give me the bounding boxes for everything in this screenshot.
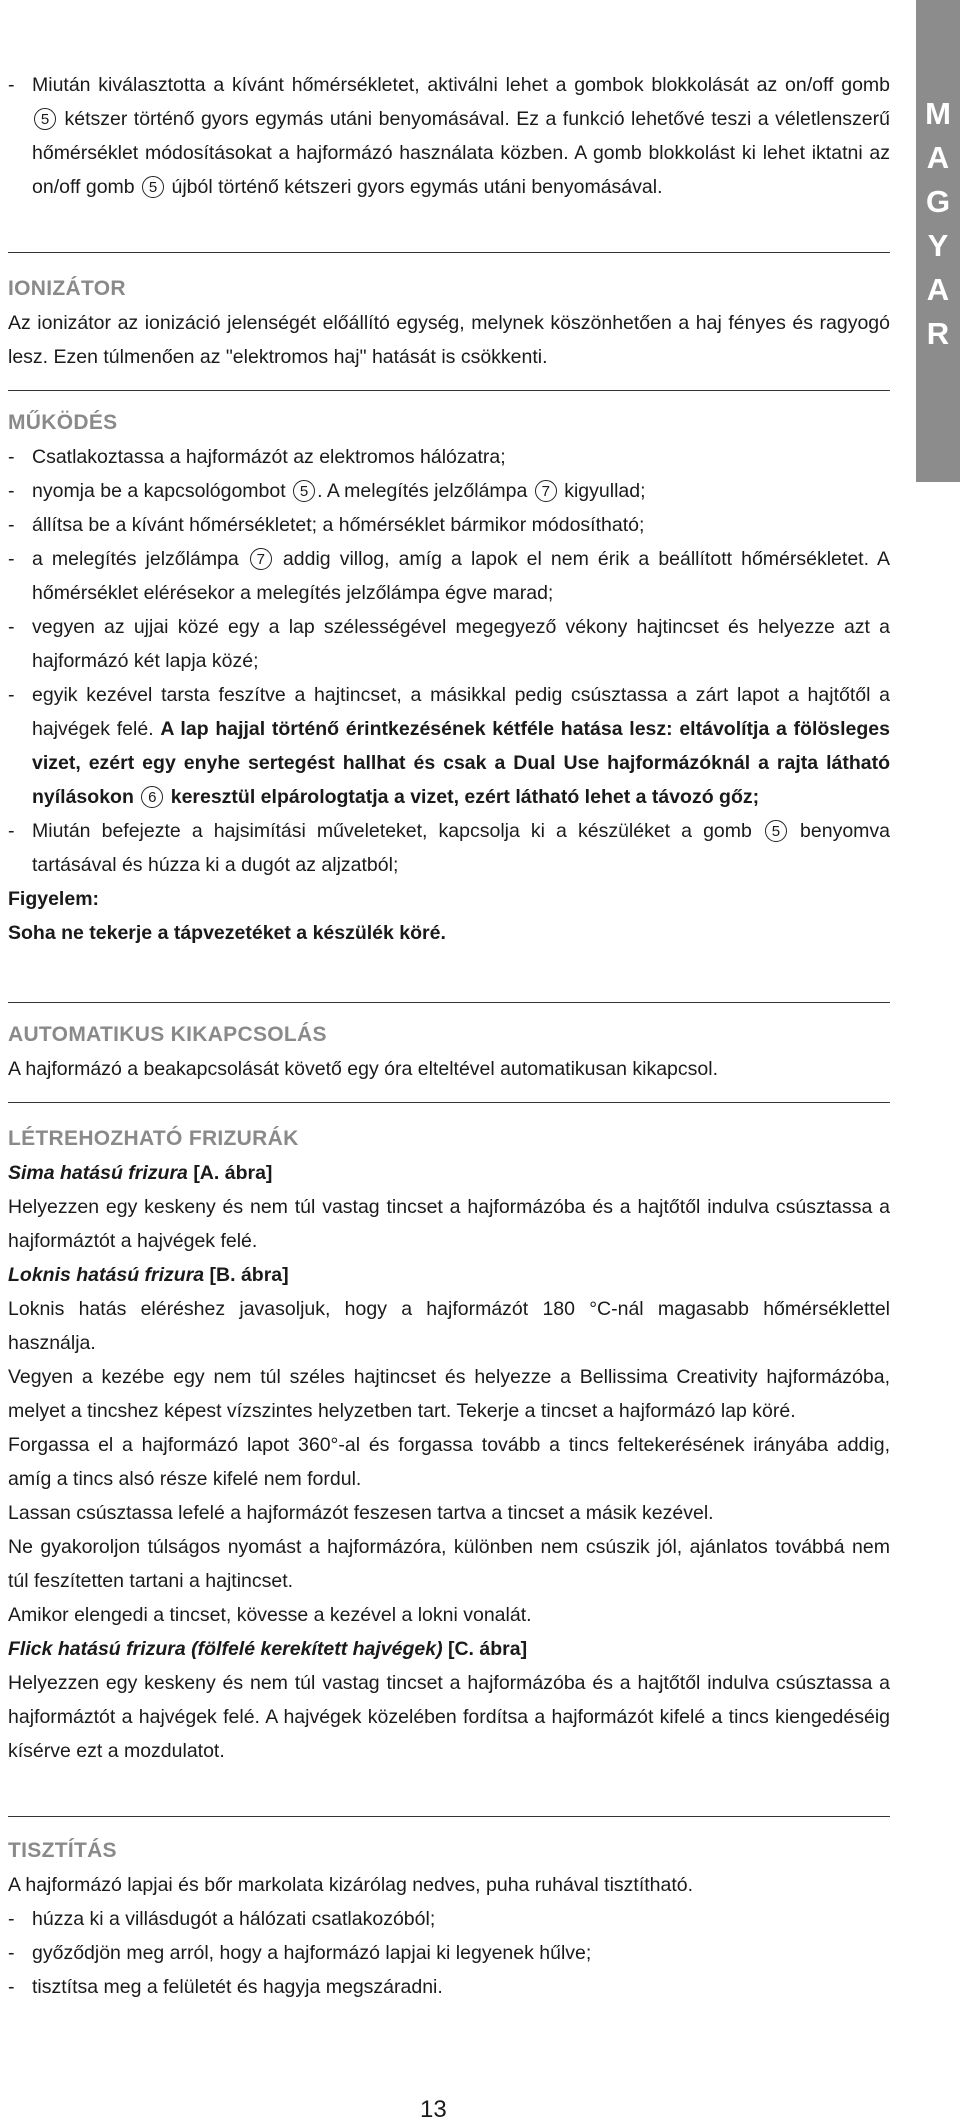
subheading-title: Loknis hatású frizura xyxy=(8,1264,205,1286)
intro-text: Miután kiválasztotta a kívánt hőmérsékletet, aktiválni lehet a gombok blokkolását az on/off gomb xyxy=(32,74,890,96)
section-text: Az ionizátor az ionizáció jelenségét előállító egység, melynek köszönhetően a haj fényes és ragyogó lesz. Ezen túlmenően az "elektromos haj" hatását is csökkenti. xyxy=(8,312,890,368)
bullet-dash: - xyxy=(8,446,15,468)
section-text: Helyezzen egy keskeny és nem túl vastag tincset a hajformázóba és a hajtőtől indulva csúsztassa a hajformáztót a hajvégek felé. A hajvégek közelében fordítsa a hajformázót kifelé a tincs kiengedéséig kísérve ezt a mozdulatot. xyxy=(8,1672,890,1762)
bullet-dash: - xyxy=(8,74,15,96)
section-heading: LÉTREHOZHATÓ FRIZURÁK xyxy=(8,1127,299,1150)
list-item xyxy=(8,1902,890,1936)
warning-text: Soha ne tekerje a tápvezetéket a készülék köré. xyxy=(8,922,446,944)
lamp-ref-badge: 7 xyxy=(250,548,272,570)
openings-ref-badge: 6 xyxy=(141,786,163,808)
tab-letter: G xyxy=(925,184,951,219)
subheading-title: Flick hatású frizura (fölfelé kerekített hajvégek) xyxy=(8,1638,443,1660)
list-item xyxy=(8,542,890,610)
bullet-dash: - xyxy=(8,514,15,536)
list-item-text: vegyen az ujjai közé egy a lap szélességével megegyező vékony hajtincset és helyezze azt a hajformázó két lapja közé; xyxy=(32,616,890,672)
list-item xyxy=(8,508,890,542)
list-item-bold-text: A lap hajjal történő érintkezésének kétféle hatása lesz: eltávolítja a fölösleges vizet, ezért egy enyhe sertegést hallhat és csak a Dual Use hajformázóknál a rajta látható nyílásokon xyxy=(32,718,890,808)
figure-ref: [C. ábra] xyxy=(447,1638,528,1660)
list-item-text: győződjön meg arról, hogy a hajformázó lapjai ki legyenek hűlve; xyxy=(32,1942,592,1964)
section-heading: AUTOMATIKUS KIKAPCSOLÁS xyxy=(8,1023,327,1046)
subheading-b xyxy=(8,1258,890,1292)
tab-letter: Y xyxy=(927,228,949,263)
list-item xyxy=(8,474,890,508)
section-text: Amikor elengedi a tincset, kövesse a kezével a lokni vonalát. xyxy=(8,1604,532,1626)
section-divider xyxy=(8,1816,890,1817)
list-item-text: húzza ki a villásdugót a hálózati csatlakozóból; xyxy=(32,1908,436,1930)
section-text: A hajformázó a beakapcsolását követő egy óra elteltével automatikusan kikapcsol. xyxy=(8,1058,718,1080)
list-item xyxy=(8,610,890,678)
intro-list-item xyxy=(8,68,890,204)
mukodes-section xyxy=(8,406,890,950)
figure-ref: [B. ábra] xyxy=(209,1264,289,1286)
intro-text: kétszer történő gyors egymás utáni benyomásával. Ez a funkció lehetővé teszi a véletlenszerű hőmérséklet módosításokat a hajformázó használata közben. A gomb blokkolást ki lehet iktatni az on/off gomb xyxy=(32,108,890,198)
bullet-dash: - xyxy=(8,1908,15,1930)
section-text: Ne gyakoroljon túlságos nyomást a hajformázóra, különben nem csúszik jól, ajánlatos továbbá nem túl feszítetten tartani a hajtincset. xyxy=(8,1536,890,1592)
page-number: 13 xyxy=(420,2096,447,2123)
section-text: Loknis hatás eléréshez javasoljuk, hogy a hajformázót 180 °C-nál magasabb hőmérséklettel használja. xyxy=(8,1298,890,1354)
list-item-text: addig villog, amíg a lapok el nem érik a beállított hőmérsékletet. A hőmérséklet elérésekor a melegítés jelzőlámpa égve marad; xyxy=(32,548,891,604)
bullet-dash: - xyxy=(8,548,15,570)
list-item-bold-text: keresztül elpárologtatja a vizet, ezért látható lehet a távozó gőz; xyxy=(170,786,760,808)
button-ref-badge: 5 xyxy=(34,108,56,130)
ionizator-section xyxy=(8,272,890,374)
bullet-dash: - xyxy=(8,820,15,842)
section-text: Lassan csúsztassa lefelé a hajformázót feszesen tartva a tincset a másik kezével. xyxy=(8,1502,714,1524)
warning-label: Figyelem: xyxy=(8,888,100,910)
section-heading: TISZTÍTÁS xyxy=(8,1839,117,1862)
bullet-dash: - xyxy=(8,480,15,502)
list-item-text: . A melegítés jelzőlámpa xyxy=(317,480,528,502)
list-item-text: kigyullad; xyxy=(564,480,646,502)
section-divider xyxy=(8,252,890,253)
section-heading: IONIZÁTOR xyxy=(8,277,126,300)
auto-off-section xyxy=(8,1018,890,1086)
section-text: Helyezzen egy keskeny és nem túl vastag tincset a hajformázóba és a hajtőtől indulva csúsztassa a hajformáztót a hajvégek felé. xyxy=(8,1196,890,1252)
list-item-text: tisztítsa meg a felületét és hagyja megszáradni. xyxy=(32,1976,443,1998)
bullet-dash: - xyxy=(8,616,15,638)
list-item-text: Miután befejezte a hajsimítási műveleteket, kapcsolja ki a készüléket a gomb xyxy=(32,820,752,842)
lamp-ref-badge: 7 xyxy=(535,480,557,502)
list-item-text: a melegítés jelzőlámpa xyxy=(32,548,239,570)
tab-letter: M xyxy=(925,96,951,131)
section-heading: MŰKÖDÉS xyxy=(8,411,118,434)
list-item xyxy=(8,440,890,474)
section-text: Vegyen a kezébe egy nem túl széles hajtincset és helyezze a Bellissima Creativity hajformázóba, melyet a tincshez képest vízszintes helyzetben tart. Tekerje a tincset a hajformázó lap köré. xyxy=(8,1366,890,1422)
list-item xyxy=(8,678,890,814)
button-ref-badge: 5 xyxy=(765,820,787,842)
subheading-c xyxy=(8,1632,890,1666)
list-item-text: nyomja be a kapcsológombot xyxy=(32,480,286,502)
tab-letter: A xyxy=(926,140,950,175)
bullet-dash: - xyxy=(8,684,15,706)
list-item xyxy=(8,1936,890,1970)
section-divider xyxy=(8,390,890,391)
section-text: A hajformázó lapjai és bőr markolata kizárólag nedves, puha ruhával tisztítható. xyxy=(8,1874,694,1896)
intro-text: újból történő kétszeri gyors egymás utáni benyomásával. xyxy=(171,176,663,198)
list-item-text: Csatlakoztassa a hajformázót az elektromos hálózatra; xyxy=(32,446,506,468)
list-item xyxy=(8,814,890,882)
bullet-dash: - xyxy=(8,1942,15,1964)
tab-letter: R xyxy=(926,316,950,351)
tab-letter: A xyxy=(926,272,950,307)
button-ref-badge: 5 xyxy=(293,480,315,502)
language-side-tab xyxy=(916,0,960,482)
cleaning-section xyxy=(8,1834,890,2004)
intro-section xyxy=(8,68,890,204)
list-item-text: állítsa be a kívánt hőmérsékletet; a hőmérséklet bármikor módosítható; xyxy=(32,514,645,536)
section-divider xyxy=(8,1102,890,1103)
button-ref-badge: 5 xyxy=(142,176,164,198)
bullet-dash: - xyxy=(8,1976,15,1998)
hairstyles-section xyxy=(8,1122,890,1768)
section-divider xyxy=(8,1002,890,1003)
subheading-a xyxy=(8,1156,890,1190)
figure-ref: [A. ábra] xyxy=(193,1162,273,1184)
list-item-text: egyik kezével tarsta feszítve a hajtincset, a másikkal pedig csúsztassa a zárt lapot a hajtőtől a hajvégek felé. xyxy=(32,684,890,740)
subheading-title: Sima hatású frizura xyxy=(8,1162,188,1184)
list-item-text: benyomva tartásával és húzza ki a dugót az aljzatból; xyxy=(32,820,890,876)
section-text: Forgassa el a hajformázó lapot 360°-al és forgassa tovább a tincs feltekerésének irányába addig, amíg a tincs alsó része kifelé nem fordul. xyxy=(8,1434,890,1490)
list-item xyxy=(8,1970,890,2004)
